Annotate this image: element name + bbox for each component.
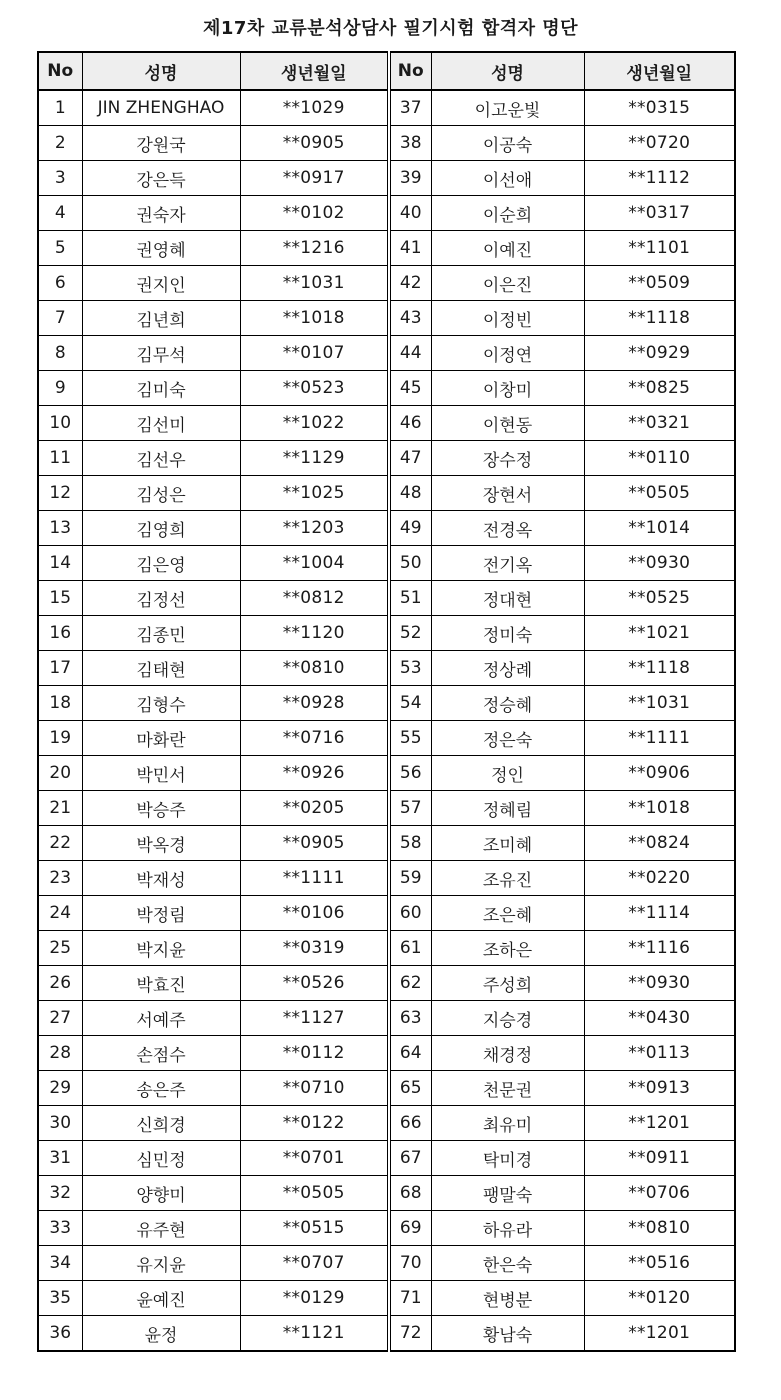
birth-date: **0112 (240, 1036, 389, 1071)
birth-date: **0810 (240, 651, 389, 686)
person-name: 신희경 (82, 1106, 240, 1141)
row-number: 58 (389, 826, 431, 861)
row-number: 28 (38, 1036, 82, 1071)
table-row (38, 90, 735, 126)
person-name: 이예진 (431, 231, 584, 266)
birth-date: **1014 (584, 511, 735, 546)
table-row (38, 826, 735, 861)
table-row (38, 406, 735, 441)
header-no: No (389, 52, 431, 90)
table-row (38, 966, 735, 1001)
person-name: 김성은 (82, 476, 240, 511)
birth-date: **0106 (240, 896, 389, 931)
birth-date: **1201 (584, 1106, 735, 1141)
person-name: 주성희 (431, 966, 584, 1001)
table-row (38, 301, 735, 336)
birth-date: **0129 (240, 1281, 389, 1316)
person-name: 이공숙 (431, 126, 584, 161)
birth-date: **0205 (240, 791, 389, 826)
birth-date: **1127 (240, 1001, 389, 1036)
person-name: 정미숙 (431, 616, 584, 651)
person-name: 조하은 (431, 931, 584, 966)
row-number: 18 (38, 686, 82, 721)
row-number: 39 (389, 161, 431, 196)
person-name: 김태현 (82, 651, 240, 686)
birth-date: **0430 (584, 1001, 735, 1036)
birth-date: **1111 (240, 861, 389, 896)
birth-date: **0905 (240, 126, 389, 161)
row-number: 72 (389, 1316, 431, 1352)
row-number: 22 (38, 826, 82, 861)
table-body (38, 90, 735, 1351)
table-row (38, 581, 735, 616)
birth-date: **1022 (240, 406, 389, 441)
table-row (38, 266, 735, 301)
person-name: 권지인 (82, 266, 240, 301)
table-row (38, 861, 735, 896)
header-name: 성명 (82, 52, 240, 90)
header-name: 성명 (431, 52, 584, 90)
row-number: 1 (38, 90, 82, 126)
person-name: 김형수 (82, 686, 240, 721)
person-name: 김무석 (82, 336, 240, 371)
table-row (38, 1316, 735, 1352)
table-row (38, 1036, 735, 1071)
birth-date: **1018 (240, 301, 389, 336)
birth-date: **1216 (240, 231, 389, 266)
row-number: 69 (389, 1211, 431, 1246)
person-name: 정혜림 (431, 791, 584, 826)
birth-date: **1029 (240, 90, 389, 126)
person-name: 강원국 (82, 126, 240, 161)
person-name: 팽말숙 (431, 1176, 584, 1211)
row-number: 55 (389, 721, 431, 756)
person-name: 정대현 (431, 581, 584, 616)
person-name: 윤정 (82, 1316, 240, 1352)
row-number: 51 (389, 581, 431, 616)
birth-date: **0102 (240, 196, 389, 231)
table-row (38, 1001, 735, 1036)
row-number: 31 (38, 1141, 82, 1176)
birth-date: **0928 (240, 686, 389, 721)
table-row (38, 476, 735, 511)
row-number: 21 (38, 791, 82, 826)
person-name: 황남숙 (431, 1316, 584, 1352)
birth-date: **0905 (240, 826, 389, 861)
row-number: 61 (389, 931, 431, 966)
row-number: 41 (389, 231, 431, 266)
row-number: 11 (38, 441, 82, 476)
person-name: 최유미 (431, 1106, 584, 1141)
person-name: 박재성 (82, 861, 240, 896)
row-number: 37 (389, 90, 431, 126)
person-name: 이선애 (431, 161, 584, 196)
person-name: 이순희 (431, 196, 584, 231)
table-row (38, 1106, 735, 1141)
row-number: 16 (38, 616, 82, 651)
row-number: 52 (389, 616, 431, 651)
table-row (38, 126, 735, 161)
table-row (38, 371, 735, 406)
row-number: 23 (38, 861, 82, 896)
row-number: 40 (389, 196, 431, 231)
person-name: 김정선 (82, 581, 240, 616)
page-title: 제17차 교류분석상담사 필기시험 합격자 명단 (202, 18, 579, 39)
row-number: 62 (389, 966, 431, 1001)
birth-date: **0516 (584, 1246, 735, 1281)
table-row (38, 721, 735, 756)
birth-date: **0716 (240, 721, 389, 756)
table-row (38, 651, 735, 686)
row-number: 54 (389, 686, 431, 721)
row-number: 20 (38, 756, 82, 791)
row-number: 5 (38, 231, 82, 266)
table-row (38, 896, 735, 931)
person-name: 유주현 (82, 1211, 240, 1246)
birth-date: **1018 (584, 791, 735, 826)
person-name: 서예주 (82, 1001, 240, 1036)
row-number: 63 (389, 1001, 431, 1036)
birth-date: **0917 (240, 161, 389, 196)
row-number: 47 (389, 441, 431, 476)
birth-date: **1004 (240, 546, 389, 581)
person-name: 권영혜 (82, 231, 240, 266)
row-number: 67 (389, 1141, 431, 1176)
person-name: 박승주 (82, 791, 240, 826)
table-row (38, 1141, 735, 1176)
birth-date: **0526 (240, 966, 389, 1001)
person-name: 조은혜 (431, 896, 584, 931)
person-name: 김영희 (82, 511, 240, 546)
birth-date: **0509 (584, 266, 735, 301)
table-row (38, 546, 735, 581)
person-name: 이창미 (431, 371, 584, 406)
row-number: 13 (38, 511, 82, 546)
person-name: JIN ZHENGHAO (82, 90, 240, 126)
row-number: 10 (38, 406, 82, 441)
person-name: 양향미 (82, 1176, 240, 1211)
table-row (38, 686, 735, 721)
row-number: 6 (38, 266, 82, 301)
person-name: 박옥경 (82, 826, 240, 861)
person-name: 김선미 (82, 406, 240, 441)
person-name: 박민서 (82, 756, 240, 791)
person-name: 정상례 (431, 651, 584, 686)
birth-date: **1116 (584, 931, 735, 966)
birth-date: **1111 (584, 721, 735, 756)
row-number: 43 (389, 301, 431, 336)
birth-date: **0107 (240, 336, 389, 371)
person-name: 탁미경 (431, 1141, 584, 1176)
passer-list-table (37, 51, 736, 1352)
person-name: 권숙자 (82, 196, 240, 231)
birth-date: **0120 (584, 1281, 735, 1316)
person-name: 한은숙 (431, 1246, 584, 1281)
person-name: 장현서 (431, 476, 584, 511)
table-row (38, 756, 735, 791)
table-row (38, 931, 735, 966)
row-number: 49 (389, 511, 431, 546)
birth-date: **1129 (240, 441, 389, 476)
birth-date: **1031 (240, 266, 389, 301)
birth-date: **0707 (240, 1246, 389, 1281)
person-name: 박정림 (82, 896, 240, 931)
table-row (38, 1246, 735, 1281)
row-number: 66 (389, 1106, 431, 1141)
row-number: 9 (38, 371, 82, 406)
row-number: 57 (389, 791, 431, 826)
person-name: 천문권 (431, 1071, 584, 1106)
person-name: 정은숙 (431, 721, 584, 756)
row-number: 2 (38, 126, 82, 161)
row-number: 48 (389, 476, 431, 511)
person-name: 김선우 (82, 441, 240, 476)
birth-date: **0906 (584, 756, 735, 791)
header-birth: 생년월일 (584, 52, 735, 90)
row-number: 60 (389, 896, 431, 931)
table-row (38, 1211, 735, 1246)
birth-date: **0319 (240, 931, 389, 966)
person-name: 윤예진 (82, 1281, 240, 1316)
person-name: 심민정 (82, 1141, 240, 1176)
birth-date: **0911 (584, 1141, 735, 1176)
birth-date: **0220 (584, 861, 735, 896)
person-name: 지승경 (431, 1001, 584, 1036)
row-number: 33 (38, 1211, 82, 1246)
row-number: 29 (38, 1071, 82, 1106)
person-name: 장수정 (431, 441, 584, 476)
person-name: 이현동 (431, 406, 584, 441)
header-birth: 생년월일 (240, 52, 389, 90)
birth-date: **0110 (584, 441, 735, 476)
header-no: No (38, 52, 82, 90)
birth-date: **0505 (240, 1176, 389, 1211)
birth-date: **1203 (240, 511, 389, 546)
birth-date: **1201 (584, 1316, 735, 1352)
row-number: 59 (389, 861, 431, 896)
table-row (38, 1176, 735, 1211)
person-name: 김미숙 (82, 371, 240, 406)
row-number: 3 (38, 161, 82, 196)
row-number: 15 (38, 581, 82, 616)
person-name: 전경옥 (431, 511, 584, 546)
birth-date: **1114 (584, 896, 735, 931)
table-row (38, 196, 735, 231)
row-number: 26 (38, 966, 82, 1001)
person-name: 이고운빛 (431, 90, 584, 126)
birth-date: **0321 (584, 406, 735, 441)
row-number: 64 (389, 1036, 431, 1071)
birth-date: **0523 (240, 371, 389, 406)
person-name: 강은득 (82, 161, 240, 196)
person-name: 김은영 (82, 546, 240, 581)
row-number: 32 (38, 1176, 82, 1211)
birth-date: **0505 (584, 476, 735, 511)
row-number: 53 (389, 651, 431, 686)
table-row (38, 1071, 735, 1106)
birth-date: **0701 (240, 1141, 389, 1176)
row-number: 56 (389, 756, 431, 791)
row-number: 68 (389, 1176, 431, 1211)
table-row (38, 336, 735, 371)
person-name: 김년희 (82, 301, 240, 336)
birth-date: **0525 (584, 581, 735, 616)
birth-date: **0113 (584, 1036, 735, 1071)
birth-date: **0812 (240, 581, 389, 616)
row-number: 14 (38, 546, 82, 581)
row-number: 44 (389, 336, 431, 371)
person-name: 손점수 (82, 1036, 240, 1071)
row-number: 50 (389, 546, 431, 581)
person-name: 하유라 (431, 1211, 584, 1246)
person-name: 마화란 (82, 721, 240, 756)
person-name: 김종민 (82, 616, 240, 651)
birth-date: **0515 (240, 1211, 389, 1246)
table-header-row (38, 52, 735, 90)
row-number: 34 (38, 1246, 82, 1281)
birth-date: **1120 (240, 616, 389, 651)
birth-date: **0825 (584, 371, 735, 406)
table-row (38, 231, 735, 266)
person-name: 정승혜 (431, 686, 584, 721)
row-number: 19 (38, 721, 82, 756)
row-number: 27 (38, 1001, 82, 1036)
birth-date: **1118 (584, 651, 735, 686)
person-name: 이은진 (431, 266, 584, 301)
birth-date: **0926 (240, 756, 389, 791)
birth-date: **0913 (584, 1071, 735, 1106)
person-name: 유지윤 (82, 1246, 240, 1281)
table-row (38, 441, 735, 476)
person-name: 박지윤 (82, 931, 240, 966)
table-row (38, 511, 735, 546)
birth-date: **0810 (584, 1211, 735, 1246)
person-name: 정인 (431, 756, 584, 791)
birth-date: **1118 (584, 301, 735, 336)
birth-date: **0317 (584, 196, 735, 231)
row-number: 42 (389, 266, 431, 301)
birth-date: **0929 (584, 336, 735, 371)
table-row (38, 1281, 735, 1316)
row-number: 17 (38, 651, 82, 686)
birth-date: **1025 (240, 476, 389, 511)
birth-date: **1101 (584, 231, 735, 266)
row-number: 30 (38, 1106, 82, 1141)
row-number: 46 (389, 406, 431, 441)
row-number: 24 (38, 896, 82, 931)
birth-date: **0930 (584, 546, 735, 581)
row-number: 36 (38, 1316, 82, 1352)
birth-date: **0720 (584, 126, 735, 161)
person-name: 박효진 (82, 966, 240, 1001)
birth-date: **1031 (584, 686, 735, 721)
person-name: 송은주 (82, 1071, 240, 1106)
person-name: 전기옥 (431, 546, 584, 581)
row-number: 7 (38, 301, 82, 336)
table-row (38, 616, 735, 651)
person-name: 이정빈 (431, 301, 584, 336)
row-number: 71 (389, 1281, 431, 1316)
person-name: 조유진 (431, 861, 584, 896)
row-number: 70 (389, 1246, 431, 1281)
birth-date: **1121 (240, 1316, 389, 1352)
birth-date: **0315 (584, 90, 735, 126)
person-name: 현병분 (431, 1281, 584, 1316)
birth-date: **0710 (240, 1071, 389, 1106)
row-number: 25 (38, 931, 82, 966)
row-number: 4 (38, 196, 82, 231)
birth-date: **0930 (584, 966, 735, 1001)
row-number: 35 (38, 1281, 82, 1316)
birth-date: **0122 (240, 1106, 389, 1141)
birth-date: **1112 (584, 161, 735, 196)
person-name: 이정연 (431, 336, 584, 371)
row-number: 65 (389, 1071, 431, 1106)
row-number: 45 (389, 371, 431, 406)
table-row (38, 161, 735, 196)
birth-date: **0824 (584, 826, 735, 861)
table-row (38, 791, 735, 826)
row-number: 8 (38, 336, 82, 371)
row-number: 12 (38, 476, 82, 511)
row-number: 38 (389, 126, 431, 161)
person-name: 조미혜 (431, 826, 584, 861)
birth-date: **0706 (584, 1176, 735, 1211)
person-name: 채경정 (431, 1036, 584, 1071)
birth-date: **1021 (584, 616, 735, 651)
